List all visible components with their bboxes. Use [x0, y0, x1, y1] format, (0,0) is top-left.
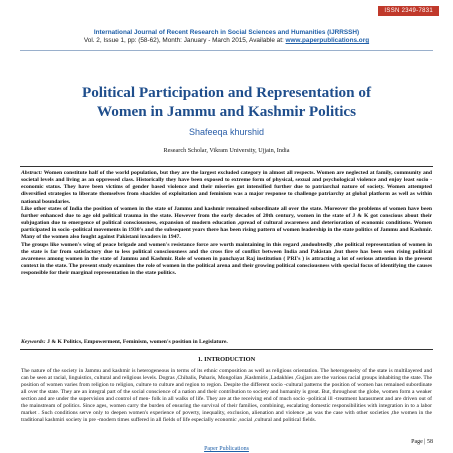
keywords: [21, 339, 432, 345]
issn-bar: [0, 6, 453, 16]
journal-header: [20, 29, 433, 45]
paper-title: [20, 83, 433, 121]
volume-text: Vol. 2, Issue 1, pp: (58-62), Month: January - March 2015, Available at:: [83, 37, 284, 44]
journal-title: International Journal of Recent Research in Social Sciences and Humanities (IJRRSSH): [93, 29, 360, 36]
publisher-link[interactable]: Paper Publications: [204, 446, 249, 452]
header-divider: [20, 50, 433, 51]
abstract-text-1: Women constitute half of the world population, but they are the largest excluded category in almost all respects. Women are neglected at family, community and societal levels and living as an oppressed class. Historically they have been exposed to extreme form of physical, sexual and psychological violence and enjoy least socio -economic status. They have been victims of gender based violence and their miseries got intensified further due to patriarchal nature of society. Women attempted diversified strategies to liberate themselves from shackles of exploitation and feminism was a major response to challenge patriarchy at global platform as well as within national boundaries.: [21, 170, 432, 205]
section-heading: 1. INTRODUCTION: [197, 356, 256, 363]
journal-volume-line: [20, 37, 433, 45]
footer: [0, 446, 453, 452]
abstract-paragraph-3: The groups like women's wing of peace brigade and women's resistance force are worth maintaining in this regard ,undoubtedly ,the political representation of women in the state is far from satisfactory due to less political consciousness and the cross fire of conflict between India and Pakistan ,but there has been seen rising political awareness among women in the state of Jammu and Kashmir. Role of women in panchayat Raj institution ( PRI's ) is attracting a lot of serious attention in the present context in the state. The present study examines the role of women in the political arena and their growing political consciousness with special focus of identifying the causes responsible for their marginal representation in the state politics.: [21, 241, 432, 277]
abstract-top-rule: [20, 166, 433, 167]
paper-title-line-1: Political Participation and Representation of: [81, 84, 372, 101]
issn-badge: ISSN 2349-7831: [378, 6, 439, 16]
abstract-paragraph-2: Like other states of India the position of women in the state of Jammu and kashmir remained subordinate all over the state. Moreover the problems of women have been further enhanced due to age old political trauma in the state. However from the early decades of 20th century, women in the state of J & K got conscious about their subjugation due to emergence of political consciousness, expansion of modern education ,spread of cultural awareness and deterioration of economic conditions. Women participated in socio -political movements in 1930's and the subsequent years there has been rising pattern of women leadership in the state politics of Jammu and Kashmir. Many of the women also fought against Pakistani invaders in 1947.: [21, 205, 432, 241]
website-link[interactable]: www.paperpublications.org: [285, 37, 370, 44]
abstract-label: Abstract:: [21, 170, 43, 176]
abstract-paragraph-1: [21, 170, 432, 206]
abstract-bottom-rule: [20, 349, 433, 350]
introduction-paragraph: The nature of the society in Jammu and kashmir is heterogeneous in terms of its ethnic composition as well as religious orientation. The heterogeneity of the state is multilayered and can be seen at racial, linguistics, cultural and religious levels. Dogras ,Chibalis, Paharis, Mongolian ,Kashmiris ,Ladakhies ,Gujjars are the various racial groups inhabiting the state. The position of women varies from religion to religion, culture to culture and region to region. Despite the different socio -cultural patterns the position of women has remained subordinate all over the state. They are an integral part of the social conscience of a nation and their contribution to society and humanity is great. But, throughout the globe, women form a weaker section and are under the supervision and control of men- folk in all walks of life. They are at the receiving end of much socio -political ill -treatment harassment and are driven out of the mainstream of politics. Since ages, women carry the burden of ensuring the survival of their families, combining, escalating domestic responsibilities with integration in to a labor market . Such conditions serve only to deepen women's experience of poverty, inequality, exclusion, alienation and violence ,as was the case with other societies ,the women in the traditional kashmiri society in pre -modern times suffered in all fields of life especially economic ,social ,cultural and political fields.: [21, 368, 432, 424]
page-number: Page | 58: [411, 439, 433, 445]
author-name: Shafeeqa khurshid: [188, 127, 265, 137]
abstract: [21, 170, 432, 277]
author-affiliation: Research Scholar, Vikram University, Ujjain, India: [163, 147, 290, 154]
paper-title-line-2: Women in Jammu and Kashmir Politics: [96, 103, 357, 120]
keywords-text: J & K Politics, Empowerment, Feminism, women's position in Legislature.: [47, 339, 228, 345]
introduction-body: [21, 368, 432, 424]
keywords-label: Keywords:: [21, 339, 46, 345]
